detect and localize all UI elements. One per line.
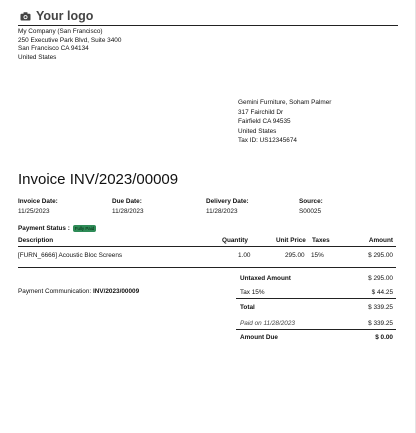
customer-tax-id: Tax ID: US12345674 — [238, 137, 297, 145]
camera-icon — [20, 12, 31, 21]
payment-communication — [18, 288, 139, 295]
invoice-date: 11/25/2023 — [18, 208, 50, 215]
delivery-date-label: Delivery Date: — [206, 198, 249, 205]
customer-address — [238, 98, 331, 146]
company-country: United States — [18, 54, 57, 62]
source-label: Source: — [299, 198, 323, 205]
col-quantity: Quantity — [222, 237, 248, 244]
due-date-label: Due Date: — [112, 198, 142, 205]
logo-text: Your logo — [36, 9, 94, 23]
amount-due-label: Amount Due — [240, 334, 278, 341]
source-value: S00025 — [299, 208, 322, 215]
header-divider — [18, 25, 398, 26]
delivery-date: 11/28/2023 — [206, 208, 238, 215]
row-quantity: 1.00 — [238, 252, 251, 259]
totals-divider — [236, 298, 396, 299]
untaxed-amount: $ 295.00 — [368, 275, 393, 282]
tax-amount: $ 44.25 — [371, 289, 393, 296]
company-name: My Company (San Francisco) — [18, 28, 103, 35]
tax-label: Tax 15% — [240, 289, 265, 296]
due-date: 11/28/2023 — [112, 208, 144, 215]
paid-amount: $ 339.25 — [368, 320, 393, 327]
table-bottom-divider — [18, 267, 396, 268]
payment-communication-label: Payment Communication: — [18, 288, 92, 295]
company-logo — [20, 9, 93, 23]
amount-due-value: $ 0.00 — [375, 334, 393, 341]
company-address — [18, 28, 121, 63]
customer-city: Fairfield CA 94535 — [238, 118, 291, 126]
col-taxes: Taxes — [312, 237, 330, 244]
row-unit-price: 295.00 — [285, 252, 305, 259]
col-amount: Amount — [368, 237, 393, 244]
paid-label: Paid on 11/28/2023 — [240, 320, 295, 327]
company-city: San Francisco CA 94134 — [18, 45, 89, 53]
amount-due-divider — [236, 329, 396, 330]
invoice-title: Invoice INV/2023/00009 — [18, 171, 179, 188]
payment-status-badge: Fully Paid — [74, 226, 95, 231]
untaxed-label: Untaxed Amount — [240, 275, 291, 282]
total-label: Total — [240, 304, 255, 311]
company-street: 250 Executive Park Blvd, Suite 3400 — [18, 36, 122, 44]
customer-name: Gemini Furniture, Soham Palmer — [238, 99, 332, 106]
invoice-date-label: Invoice Date: — [18, 198, 58, 205]
customer-street: 317 Fairchild Dr — [238, 108, 284, 116]
payment-status-label: Payment Status : — [18, 225, 70, 232]
row-description: [FURN_6666] Acoustic Bloc Screens — [18, 252, 123, 259]
table-header-divider — [18, 246, 396, 247]
row-amount: $ 295.00 — [368, 252, 393, 259]
payment-status — [18, 225, 96, 232]
payment-communication-value: INV/2023/00009 — [92, 288, 140, 295]
row-taxes: 15% — [311, 252, 324, 259]
total-amount: $ 339.25 — [368, 304, 393, 311]
col-unit-price: Unit Price — [276, 237, 306, 244]
col-description: Description — [18, 237, 54, 244]
customer-country: United States — [238, 127, 277, 135]
